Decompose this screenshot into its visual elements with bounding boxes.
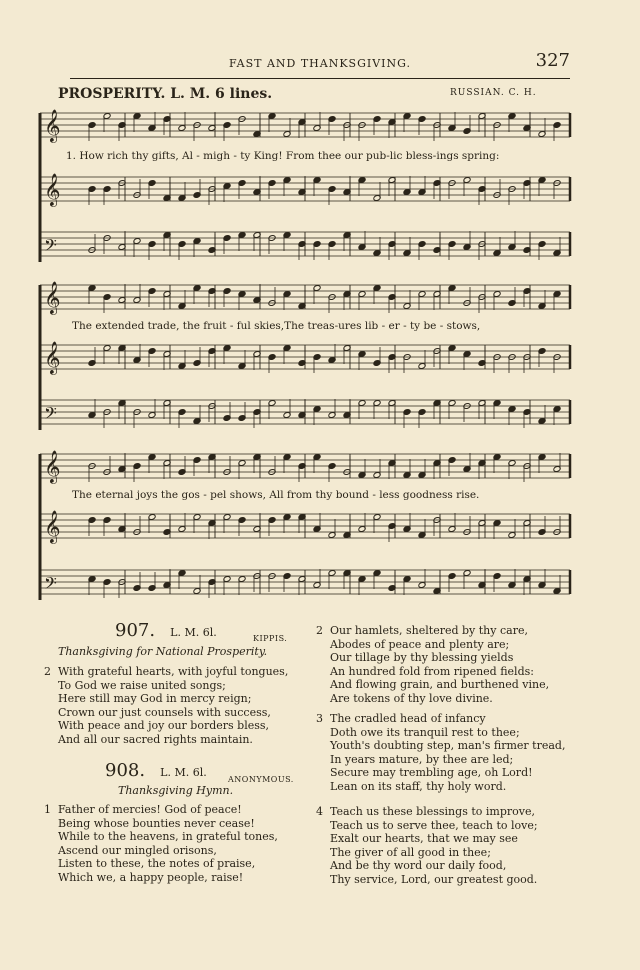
staff (40, 173, 570, 207)
treble-clef-icon: 𝄞 (44, 341, 61, 374)
verse-number: 2 (316, 624, 323, 637)
verse-line: And be thy word our daily food, (330, 859, 507, 873)
hymn-meter: L. M. 6l. (170, 626, 217, 639)
treble-clef-icon: 𝄞 (44, 173, 61, 206)
lyric-line-3: The eternal joys the gos - pel shows, All from thy bound - less goodness rise. (72, 489, 480, 501)
staff (40, 231, 570, 260)
hymn-author: ANONYMOUS. (228, 775, 294, 784)
verse-number: 3 (316, 712, 323, 725)
verse-line: With grateful hearts, with joyful tongues, (58, 665, 289, 678)
running-head: FAST AND THANKSGIVING. (228, 57, 412, 70)
bass-clef-icon: 𝄢 (44, 573, 57, 597)
lyric-line-2: The extended trade, the fruit - ful skies,The treas-ures lib - er - ty be - stows, (72, 320, 481, 332)
hymn-subtitle: Thanksgiving for National Prosperity. (58, 645, 268, 658)
verse-line: Thy service, Lord, our greatest good. (330, 872, 538, 886)
hymn-908-verse-1 (44, 803, 278, 885)
verse-line: Lean on its staff, thy holy word. (330, 779, 507, 793)
verse-line: Our hamlets, sheltered by thy care, (330, 624, 528, 637)
hymn-908-heading (105, 760, 207, 781)
bass-clef-icon: 𝄢 (44, 235, 57, 259)
staff (40, 281, 570, 315)
bass-clef-icon: 𝄢 (44, 403, 57, 427)
verse-line: Crown our just counsels with success, (58, 705, 271, 719)
verse-line: Youth's doubting step, man's firmer tread, (330, 739, 566, 753)
staff (40, 109, 570, 143)
verse-line: The giver of all good in thee; (330, 845, 491, 859)
tune-composer: RUSSIAN. C. H. (450, 88, 537, 98)
lyric-line-1: 1. How rich thy gifts, Al - migh - ty King! From thee our pub-lic bless-ings spring: (66, 150, 500, 162)
verse-line: With peace and joy our borders bless, (58, 719, 270, 733)
verse-line: Here still may God in mercy reign; (58, 692, 252, 706)
verse-line: Being whose bounties never cease! (58, 816, 255, 830)
verse-line: Which we, a happy people, raise! (58, 870, 244, 884)
verse-line: And flowing grain, and burthened vine, (330, 678, 550, 692)
verse-line: Father of mercies! God of peace! (58, 803, 242, 816)
verse-number: 1 (44, 803, 51, 816)
verse-line: Listen to these, the notes of praise, (58, 857, 256, 871)
verse-line: Teach us these blessings to improve, (330, 805, 535, 818)
hymn-907-heading (115, 620, 217, 641)
verse-line: An hundred fold from ripened fields: (330, 664, 534, 678)
treble-clef-icon: 𝄞 (44, 281, 61, 314)
hymn-number: 908. (105, 760, 146, 781)
verse-line: Teach us to serve thee, teach to love; (330, 818, 538, 832)
staff (40, 399, 570, 428)
verse-line: To God we raise united songs; (58, 678, 226, 692)
staff (40, 510, 570, 544)
hymn-number: 907. (115, 620, 156, 641)
verse-line: And all our sacred rights maintain. (58, 732, 253, 746)
page-number: 327 (535, 50, 570, 71)
verse-line: Are tokens of thy love divine. (330, 691, 493, 705)
hymn-author: KIPPIS. (253, 634, 288, 643)
hymn-907-verse-2 (44, 665, 289, 747)
right-verse-4 (316, 805, 538, 887)
hymn-subtitle: Thanksgiving Hymn. (118, 784, 234, 797)
staff (40, 450, 570, 484)
hymn-meter: L. M. 6l. (160, 766, 207, 779)
verse-line: In years mature, by thee are led; (330, 752, 514, 766)
treble-clef-icon: 𝄞 (44, 510, 61, 543)
staff (40, 341, 570, 375)
verse-line: Exalt our hearts, that we may see (330, 832, 518, 846)
verse-line: While to the heavens, in grateful tones, (58, 830, 278, 844)
verse-line: Our tillage by thy blessing yields (330, 651, 514, 665)
right-verse-3 (316, 712, 566, 794)
verse-line: Secure may trembling age, oh Lord! (330, 766, 533, 780)
verse-line: Abodes of peace and plenty are; (330, 637, 510, 651)
staff (40, 569, 570, 598)
verse-line: Doth owe its tranquil rest to thee; (330, 725, 520, 739)
tune-title: PROSPERITY. L. M. 6 lines. (58, 86, 273, 102)
treble-clef-icon: 𝄞 (44, 450, 61, 483)
right-verse-2 (316, 624, 550, 706)
treble-clef-icon: 𝄞 (44, 109, 61, 142)
verse-number: 2 (44, 665, 51, 678)
verse-line: Ascend our mingled orisons, (58, 843, 217, 857)
verse-number: 4 (316, 805, 323, 818)
verse-line: The cradled head of infancy (330, 712, 486, 725)
